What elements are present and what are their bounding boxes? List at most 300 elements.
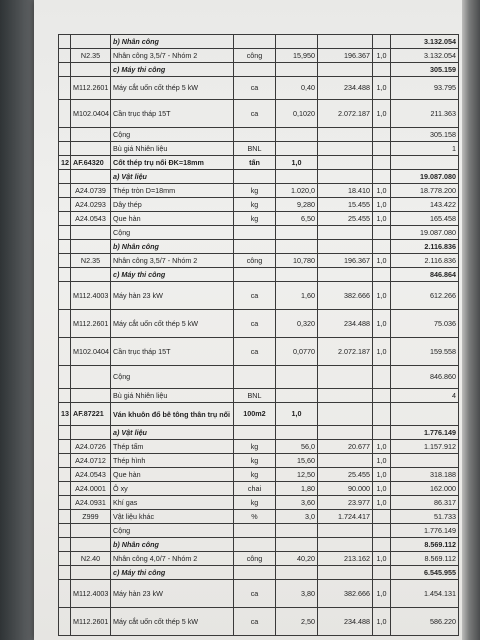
cell-unit-price — [318, 566, 373, 580]
cell-code: M112.4003 — [71, 580, 111, 608]
cell-unit: ca — [234, 282, 276, 310]
cell-no — [59, 496, 71, 510]
cell-unit: % — [234, 510, 276, 524]
cell-unit: 100m2 — [234, 403, 276, 426]
cell-unit: ca — [234, 310, 276, 338]
cell-no — [59, 49, 71, 63]
cell-no — [59, 338, 71, 366]
cell-code: M112.4003 — [71, 282, 111, 310]
section-row — [59, 426, 459, 440]
cell-no — [59, 63, 71, 77]
section-row — [59, 170, 459, 184]
cell-no — [59, 142, 71, 156]
cell-quantity: 0,320 — [276, 310, 318, 338]
cell-coefficient — [373, 389, 391, 403]
cell-no — [59, 440, 71, 454]
cell-description: Bù giá Nhiên liệu — [111, 389, 234, 403]
cell-description: Cộng — [111, 128, 234, 142]
cell-unit-price: 382.666 — [318, 282, 373, 310]
cell-amount: 305.159 — [391, 63, 459, 77]
section-row — [59, 268, 459, 282]
cell-unit: kg — [234, 468, 276, 482]
page-edge — [462, 0, 480, 640]
cell-code: M112.2601 — [71, 608, 111, 636]
cell-quantity: 15,60 — [276, 454, 318, 468]
cell-description: b) Nhân công — [111, 240, 234, 254]
cell-code: A24.0543 — [71, 212, 111, 226]
cell-unit — [234, 63, 276, 77]
cell-unit: ca — [234, 338, 276, 366]
cell-description: Ô xy — [111, 482, 234, 496]
cell-description: Bù giá Nhiên liệu — [111, 142, 234, 156]
cell-coefficient: 1,0 — [373, 468, 391, 482]
cell-description: Máy cắt uốn cốt thép 5 kW — [111, 608, 234, 636]
cell-no — [59, 552, 71, 566]
cell-no — [59, 35, 71, 49]
cell-quantity: 0,1020 — [276, 100, 318, 128]
cell-description: Nhân công 3,5/7 - Nhóm 2 — [111, 49, 234, 63]
cell-unit-price: 196.367 — [318, 254, 373, 268]
cell-unit-price: 2.072.187 — [318, 100, 373, 128]
cell-unit-price: 2.072.187 — [318, 338, 373, 366]
cell-unit: BNL — [234, 142, 276, 156]
cell-description: Dây thép — [111, 198, 234, 212]
table-row — [59, 212, 459, 226]
cell-code — [71, 538, 111, 552]
cell-description: Thép tròn D=18mm — [111, 184, 234, 198]
cell-unit-price: 18.410 — [318, 184, 373, 198]
cell-quantity: 15,950 — [276, 49, 318, 63]
cell-unit — [234, 538, 276, 552]
cell-quantity: 9,280 — [276, 198, 318, 212]
cell-coefficient — [373, 63, 391, 77]
cell-quantity — [276, 426, 318, 440]
cell-description: c) Máy thi công — [111, 566, 234, 580]
cell-coefficient: 1,0 — [373, 482, 391, 496]
cell-amount: 3.132.054 — [391, 49, 459, 63]
cell-coefficient: 1,0 — [373, 184, 391, 198]
table-row — [59, 100, 459, 128]
section-row — [59, 35, 459, 49]
cell-unit-price: 213.162 — [318, 552, 373, 566]
cell-quantity: 3,80 — [276, 580, 318, 608]
cell-unit-price — [318, 524, 373, 538]
table-row — [59, 510, 459, 524]
section-row — [59, 538, 459, 552]
cell-quantity — [276, 566, 318, 580]
cell-coefficient — [373, 403, 391, 426]
cell-amount — [391, 454, 459, 468]
table-row — [59, 128, 459, 142]
table-row — [59, 254, 459, 268]
cell-code — [71, 35, 111, 49]
cell-coefficient — [373, 240, 391, 254]
cell-no — [59, 254, 71, 268]
table-row — [59, 580, 459, 608]
cell-unit: ca — [234, 580, 276, 608]
cell-no — [59, 77, 71, 100]
cell-amount: 8.569.112 — [391, 552, 459, 566]
cell-coefficient — [373, 268, 391, 282]
cell-unit-price: 23.977 — [318, 496, 373, 510]
cell-amount: 6.545.955 — [391, 566, 459, 580]
section-row — [59, 63, 459, 77]
cell-coefficient — [373, 128, 391, 142]
cell-quantity: 3,0 — [276, 510, 318, 524]
cell-unit: chai — [234, 482, 276, 496]
cell-quantity: 6,50 — [276, 212, 318, 226]
table-row — [59, 49, 459, 63]
cell-description: a) Vật liệu — [111, 170, 234, 184]
cell-no — [59, 184, 71, 198]
cell-no — [59, 389, 71, 403]
cell-amount: 8.569.112 — [391, 538, 459, 552]
cell-quantity: 12,50 — [276, 468, 318, 482]
cell-quantity — [276, 63, 318, 77]
cell-no — [59, 310, 71, 338]
cell-unit-price: 234.488 — [318, 310, 373, 338]
cell-no — [59, 366, 71, 389]
cell-coefficient: 1,0 — [373, 49, 391, 63]
cell-unit — [234, 226, 276, 240]
cell-quantity: 40,20 — [276, 552, 318, 566]
cell-unit — [234, 426, 276, 440]
cell-description: Cần trục tháp 15T — [111, 100, 234, 128]
cell-unit-price: 25.455 — [318, 468, 373, 482]
cell-amount: 143.422 — [391, 198, 459, 212]
cell-amount: 4 — [391, 389, 459, 403]
cell-unit — [234, 170, 276, 184]
cell-quantity: 10,780 — [276, 254, 318, 268]
cell-description: Nhân công 4,0/7 - Nhóm 2 — [111, 552, 234, 566]
table-row — [59, 524, 459, 538]
cell-amount: 318.188 — [391, 468, 459, 482]
cell-amount: 93.795 — [391, 77, 459, 100]
cell-amount: 3.132.054 — [391, 35, 459, 49]
cell-coefficient — [373, 156, 391, 170]
cell-unit-price — [318, 226, 373, 240]
table-row — [59, 198, 459, 212]
cell-quantity: 1,0 — [276, 403, 318, 426]
cell-description: Máy hàn 23 kW — [111, 580, 234, 608]
cell-code: N2.35 — [71, 49, 111, 63]
cell-amount: 2.116.836 — [391, 240, 459, 254]
cell-description: Que hàn — [111, 468, 234, 482]
cell-no — [59, 268, 71, 282]
cell-code: A24.0739 — [71, 184, 111, 198]
cell-description: Cộng — [111, 524, 234, 538]
table-row — [59, 142, 459, 156]
cell-no — [59, 580, 71, 608]
cell-no — [59, 510, 71, 524]
table-row — [59, 482, 459, 496]
cell-code: A24.0293 — [71, 198, 111, 212]
cell-amount: 305.158 — [391, 128, 459, 142]
cell-description: Que hàn — [111, 212, 234, 226]
cell-unit: công — [234, 254, 276, 268]
table-row — [59, 282, 459, 310]
cell-unit-price: 90.000 — [318, 482, 373, 496]
cell-description: a) Vật liệu — [111, 426, 234, 440]
cell-code: N2.35 — [71, 254, 111, 268]
cell-unit — [234, 566, 276, 580]
cell-description: b) Nhân công — [111, 538, 234, 552]
cell-unit-price: 234.488 — [318, 608, 373, 636]
table-row — [59, 77, 459, 100]
cell-unit: ca — [234, 608, 276, 636]
cell-coefficient: 1,0 — [373, 100, 391, 128]
table-body — [59, 35, 459, 636]
cell-amount: 1.157.912 — [391, 440, 459, 454]
table-row — [59, 608, 459, 636]
cell-no — [59, 282, 71, 310]
cell-amount: 1 — [391, 142, 459, 156]
cell-unit-price — [318, 156, 373, 170]
cell-unit-price: 234.488 — [318, 77, 373, 100]
cell-unit-price: 1.724.417 — [318, 510, 373, 524]
cell-quantity: 1,80 — [276, 482, 318, 496]
task-row — [59, 156, 459, 170]
cell-unit-price — [318, 538, 373, 552]
cell-coefficient — [373, 510, 391, 524]
cell-amount: 586.220 — [391, 608, 459, 636]
cell-code — [71, 128, 111, 142]
cell-no — [59, 226, 71, 240]
table-row — [59, 552, 459, 566]
cell-coefficient — [373, 566, 391, 580]
cell-no — [59, 128, 71, 142]
cell-description: c) Máy thi công — [111, 63, 234, 77]
cell-unit: công — [234, 49, 276, 63]
table-row — [59, 184, 459, 198]
cell-quantity — [276, 226, 318, 240]
cell-description: Cốt thép trụ nối ĐK=18mm — [111, 156, 234, 170]
cell-coefficient — [373, 524, 391, 538]
cell-no: 13 — [59, 403, 71, 426]
cell-quantity — [276, 35, 318, 49]
cell-unit: ca — [234, 100, 276, 128]
cell-quantity — [276, 142, 318, 156]
cell-coefficient: 1,0 — [373, 496, 391, 510]
table-row — [59, 338, 459, 366]
cell-description: b) Nhân công — [111, 35, 234, 49]
table-row — [59, 226, 459, 240]
table-row — [59, 310, 459, 338]
cell-unit: BNL — [234, 389, 276, 403]
cell-unit — [234, 240, 276, 254]
cell-description: Cộng — [111, 366, 234, 389]
cell-coefficient: 1,0 — [373, 608, 391, 636]
cell-no — [59, 524, 71, 538]
cell-unit-price: 382.666 — [318, 580, 373, 608]
cell-description: Thép tấm — [111, 440, 234, 454]
cell-code — [71, 63, 111, 77]
cell-description: Cần trục tháp 15T — [111, 338, 234, 366]
cell-code: A24.0726 — [71, 440, 111, 454]
cell-coefficient: 1,0 — [373, 454, 391, 468]
cell-coefficient — [373, 142, 391, 156]
cell-amount: 2.116.836 — [391, 254, 459, 268]
cell-amount: 1.776.149 — [391, 524, 459, 538]
cell-amount: 75.036 — [391, 310, 459, 338]
section-row — [59, 240, 459, 254]
cell-unit: kg — [234, 184, 276, 198]
cell-amount: 19.087.080 — [391, 170, 459, 184]
cell-amount: 612.266 — [391, 282, 459, 310]
cell-no — [59, 608, 71, 636]
cell-quantity — [276, 128, 318, 142]
cell-code: AF.64320 — [71, 156, 111, 170]
cell-coefficient — [373, 426, 391, 440]
cell-no — [59, 240, 71, 254]
cell-quantity: 56,0 — [276, 440, 318, 454]
cell-description: Nhân công 3,5/7 - Nhóm 2 — [111, 254, 234, 268]
cell-description: Máy cắt uốn cốt thép 5 kW — [111, 310, 234, 338]
cell-unit: kg — [234, 496, 276, 510]
cell-description: Khí gas — [111, 496, 234, 510]
cell-unit-price — [318, 240, 373, 254]
cell-amount: 1.454.131 — [391, 580, 459, 608]
cell-code: A24.0543 — [71, 468, 111, 482]
cell-amount: 165.458 — [391, 212, 459, 226]
cell-no — [59, 100, 71, 128]
table-row — [59, 454, 459, 468]
cell-amount: 1.776.149 — [391, 426, 459, 440]
cell-amount: 159.558 — [391, 338, 459, 366]
table-row — [59, 468, 459, 482]
cell-unit — [234, 128, 276, 142]
cell-code: M102.0404 — [71, 338, 111, 366]
cell-unit-price — [318, 128, 373, 142]
cell-unit-price — [318, 389, 373, 403]
cell-code: A24.0712 — [71, 454, 111, 468]
cell-description: c) Máy thi công — [111, 268, 234, 282]
cell-code: A24.0931 — [71, 496, 111, 510]
cell-amount: 162.000 — [391, 482, 459, 496]
cell-unit-price — [318, 268, 373, 282]
cell-quantity: 0,0770 — [276, 338, 318, 366]
cell-code: M112.2601 — [71, 77, 111, 100]
cell-no — [59, 454, 71, 468]
cell-code — [71, 142, 111, 156]
cell-code — [71, 426, 111, 440]
table-row — [59, 366, 459, 389]
cell-unit: công — [234, 552, 276, 566]
cell-quantity: 2,50 — [276, 608, 318, 636]
cell-amount — [391, 156, 459, 170]
cell-description: Ván khuôn đổ bê tông thân trụ nối — [111, 403, 234, 426]
cell-coefficient: 1,0 — [373, 77, 391, 100]
cell-code: AF.87221 — [71, 403, 111, 426]
cell-unit: ca — [234, 77, 276, 100]
cell-code: M112.2601 — [71, 310, 111, 338]
cell-code: N2.40 — [71, 552, 111, 566]
cell-coefficient — [373, 170, 391, 184]
cell-coefficient: 1,0 — [373, 310, 391, 338]
cell-no — [59, 468, 71, 482]
cell-coefficient: 1,0 — [373, 212, 391, 226]
cell-quantity: 1,0 — [276, 156, 318, 170]
cell-unit — [234, 524, 276, 538]
cell-coefficient: 1,0 — [373, 198, 391, 212]
cell-code — [71, 566, 111, 580]
cell-description: Máy hàn 23 kW — [111, 282, 234, 310]
cell-unit: kg — [234, 440, 276, 454]
cell-coefficient: 1,0 — [373, 552, 391, 566]
cell-unit — [234, 268, 276, 282]
cell-amount: 846.860 — [391, 366, 459, 389]
cell-description: Máy cắt uốn cốt thép 5 kW — [111, 77, 234, 100]
cell-description: Vật liệu khác — [111, 510, 234, 524]
cell-unit-price — [318, 426, 373, 440]
cell-amount: 51.733 — [391, 510, 459, 524]
cell-unit-price — [318, 170, 373, 184]
cell-quantity: 1,60 — [276, 282, 318, 310]
table-row — [59, 496, 459, 510]
task-row — [59, 403, 459, 426]
cell-quantity: 0,40 — [276, 77, 318, 100]
cell-quantity — [276, 524, 318, 538]
cell-coefficient: 1,0 — [373, 282, 391, 310]
cell-unit-price — [318, 63, 373, 77]
cell-amount: 846.864 — [391, 268, 459, 282]
section-row — [59, 566, 459, 580]
cell-no: 12 — [59, 156, 71, 170]
cell-quantity — [276, 268, 318, 282]
cell-amount — [391, 403, 459, 426]
cell-code: Z999 — [71, 510, 111, 524]
cell-quantity — [276, 389, 318, 403]
cell-unit-price: 196.367 — [318, 49, 373, 63]
cell-no — [59, 212, 71, 226]
cell-code — [71, 240, 111, 254]
cell-code: M102.0404 — [71, 100, 111, 128]
cell-no — [59, 482, 71, 496]
cell-unit — [234, 366, 276, 389]
cell-coefficient — [373, 35, 391, 49]
cell-no — [59, 426, 71, 440]
cell-quantity — [276, 170, 318, 184]
table-row — [59, 389, 459, 403]
cell-coefficient: 1,0 — [373, 338, 391, 366]
cell-quantity — [276, 366, 318, 389]
cell-coefficient — [373, 226, 391, 240]
cell-no — [59, 566, 71, 580]
cell-unit-price: 20.677 — [318, 440, 373, 454]
cell-amount: 211.363 — [391, 100, 459, 128]
cell-code: A24.0001 — [71, 482, 111, 496]
cell-coefficient: 1,0 — [373, 580, 391, 608]
cell-unit-price — [318, 142, 373, 156]
cell-unit-price — [318, 35, 373, 49]
cell-quantity: 3,60 — [276, 496, 318, 510]
cell-coefficient: 1,0 — [373, 254, 391, 268]
cell-no — [59, 170, 71, 184]
cell-unit: tấn — [234, 156, 276, 170]
cell-code — [71, 170, 111, 184]
cell-coefficient — [373, 366, 391, 389]
cell-amount: 18.778.200 — [391, 184, 459, 198]
cell-description: Cộng — [111, 226, 234, 240]
cell-unit: kg — [234, 198, 276, 212]
cell-amount: 86.317 — [391, 496, 459, 510]
cell-code — [71, 366, 111, 389]
cell-amount: 19.087.080 — [391, 226, 459, 240]
cell-no — [59, 198, 71, 212]
cell-coefficient: 1,0 — [373, 440, 391, 454]
cell-unit-price — [318, 366, 373, 389]
cell-code — [71, 524, 111, 538]
